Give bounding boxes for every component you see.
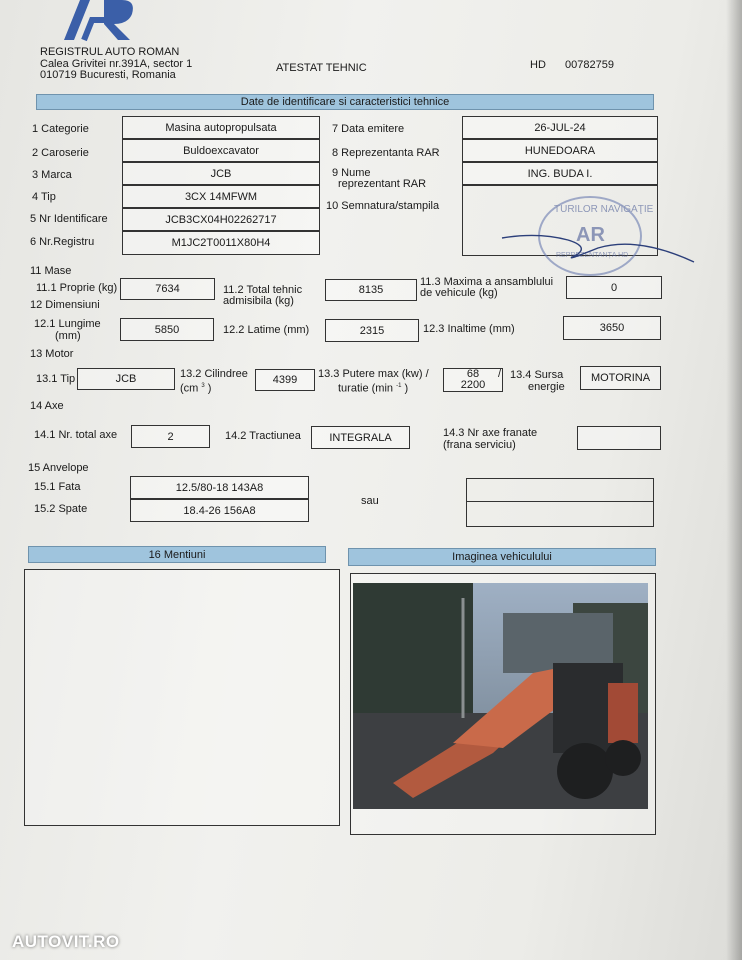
- label-anvelope-fata: 15.1 Fata: [34, 481, 81, 493]
- value-masa-maxima: 0: [566, 276, 662, 299]
- label-semnatura: 10 Semnatura/stampila: [326, 200, 440, 212]
- label-data-emitere: 7 Data emitere: [332, 123, 405, 135]
- alt-anvelope-fata: [466, 478, 654, 502]
- mase-title: 11 Mase: [30, 265, 72, 277]
- label-axe-franate: 14.3 Nr axe franate: [443, 427, 538, 439]
- page-edge-shadow: [726, 0, 742, 960]
- label-cilindree-unit: (cm $^3$ ): [180, 382, 212, 395]
- label-latime: 12.2 Latime (mm): [223, 324, 310, 336]
- value-inaltime: 3650: [563, 316, 661, 340]
- label-putere: 13.3 Putere max (kw) /: [318, 368, 429, 380]
- label-lungime: 12.1 Lungime: [34, 318, 101, 330]
- org-city: 010719 Bucuresti, Romania: [40, 69, 176, 81]
- label-reprezentanta: 8 Reprezentanta RAR: [332, 147, 440, 159]
- stamp-top-text: TURILOR NAVIGAŢIE: [554, 204, 654, 215]
- watermark: AUTOVIT.RO: [12, 932, 120, 951]
- label-tractiune: 14.2 Tractiunea: [225, 430, 301, 442]
- value-marca: JCB: [122, 162, 320, 185]
- label-nr-registru: 6 Nr.Registru: [30, 236, 95, 248]
- org-address: Calea Grivitei nr.391A, sector 1: [40, 58, 193, 70]
- value-tip: 3CX 14MFWM: [122, 185, 320, 208]
- mentiuni-box: [24, 569, 340, 826]
- dimensiuni-title: 12 Dimensiuni: [30, 299, 100, 311]
- value-nr-identificare: JCB3CX04H02262717: [122, 208, 320, 231]
- stamp-center-text: AR: [576, 224, 605, 246]
- label-sursa-2: energie: [528, 381, 565, 393]
- value-latime: 2315: [325, 319, 419, 342]
- label-reprezentant: reprezentant RAR: [338, 178, 427, 190]
- mentiuni-band: [28, 546, 326, 563]
- label-nume: 9 Nume: [332, 167, 371, 179]
- value-masa-proprie: 7634: [120, 278, 215, 300]
- section-title-band: [36, 94, 654, 110]
- value-tractiune: INTEGRALA: [311, 426, 410, 449]
- value-sursa: MOTORINA: [580, 366, 661, 390]
- value-categorie: Masina autopropulsata: [122, 116, 320, 139]
- org-name: REGISTRUL AUTO ROMAN: [40, 46, 180, 58]
- imagine-band: [348, 548, 656, 566]
- mentiuni-title: 16 Mentiuni: [148, 548, 206, 561]
- value-cilindree: 4399: [255, 369, 315, 391]
- value-caroserie: Buldoexcavator: [122, 139, 320, 162]
- value-nr-axe: 2: [131, 425, 210, 448]
- label-masa-proprie: 11.1 Proprie (kg): [36, 282, 118, 294]
- alt-anvelope-spate: [466, 501, 654, 527]
- doc-series: HD: [530, 59, 546, 71]
- value-nr-registru: M1JC2T0011X80H4: [122, 231, 320, 255]
- anvelope-title: 15 Anvelope: [28, 462, 89, 474]
- value-reprezentanta: HUNEDOARA: [462, 139, 658, 162]
- doc-number: 00782759: [565, 59, 614, 71]
- vehicle-photo-icon: [353, 583, 648, 809]
- value-axe-franate: [577, 426, 661, 450]
- label-lungime-unit: (mm): [55, 330, 81, 342]
- value-masa-totala: 8135: [325, 279, 417, 301]
- label-anvelope-spate: 15.2 Spate: [34, 503, 88, 515]
- label-marca: 3 Marca: [32, 169, 72, 181]
- value-anvelope-spate: 18.4-26 156A8: [130, 499, 309, 522]
- label-masa-maxima: 11.3 Maxima a ansamblului: [420, 276, 554, 288]
- signature-icon: [498, 228, 698, 268]
- value-anvelope-fata: 12.5/80-18 143A8: [130, 476, 309, 499]
- label-sau: sau: [361, 495, 379, 507]
- value-putere: 68 2200: [443, 368, 503, 392]
- label-masa-totala-2: admisibila (kg): [223, 295, 294, 307]
- label-nr-identificare: 5 Nr Identificare: [30, 213, 108, 225]
- label-motor-tip: 13.1 Tip: [36, 373, 76, 385]
- value-data-emitere: 26-JUL-24: [462, 116, 658, 139]
- label-tip: 4 Tip: [32, 191, 56, 203]
- label-masa-totala: 11.2 Total tehnic: [223, 284, 303, 296]
- value-lungime: 5850: [120, 318, 214, 341]
- axe-title: 14 Axe: [30, 400, 64, 412]
- label-inaltime: 12.3 Inaltime (mm): [423, 323, 515, 335]
- stamp-bottom-text: REPREZENTANȚA HD: [556, 252, 629, 259]
- motor-title: 13 Motor: [30, 348, 74, 360]
- label-categorie: 1 Categorie: [32, 123, 89, 135]
- label-cilindree: 13.2 Cilindree: [180, 368, 248, 380]
- section-title: Date de identificare si caracteristici tehnice: [240, 96, 450, 108]
- imagine-title: Imaginea vehiculului: [452, 551, 552, 563]
- putere-slash: /: [498, 368, 502, 380]
- doc-title: ATESTAT TEHNIC: [276, 62, 367, 74]
- label-putere-unit: turatie (min $^{-1}$ ): [338, 382, 409, 395]
- value-nume: ING. BUDA I.: [462, 162, 658, 185]
- label-nr-axe: 14.1 Nr. total axe: [34, 429, 118, 441]
- label-axe-franate-2: (frana serviciu): [443, 439, 516, 451]
- label-masa-maxima-2: de vehicule (kg): [420, 287, 498, 299]
- label-sursa: 13.4 Sursa: [510, 369, 564, 381]
- value-motor-tip: JCB: [77, 368, 175, 390]
- rar-logo-icon: [60, 0, 140, 42]
- label-caroserie: 2 Caroserie: [32, 147, 89, 159]
